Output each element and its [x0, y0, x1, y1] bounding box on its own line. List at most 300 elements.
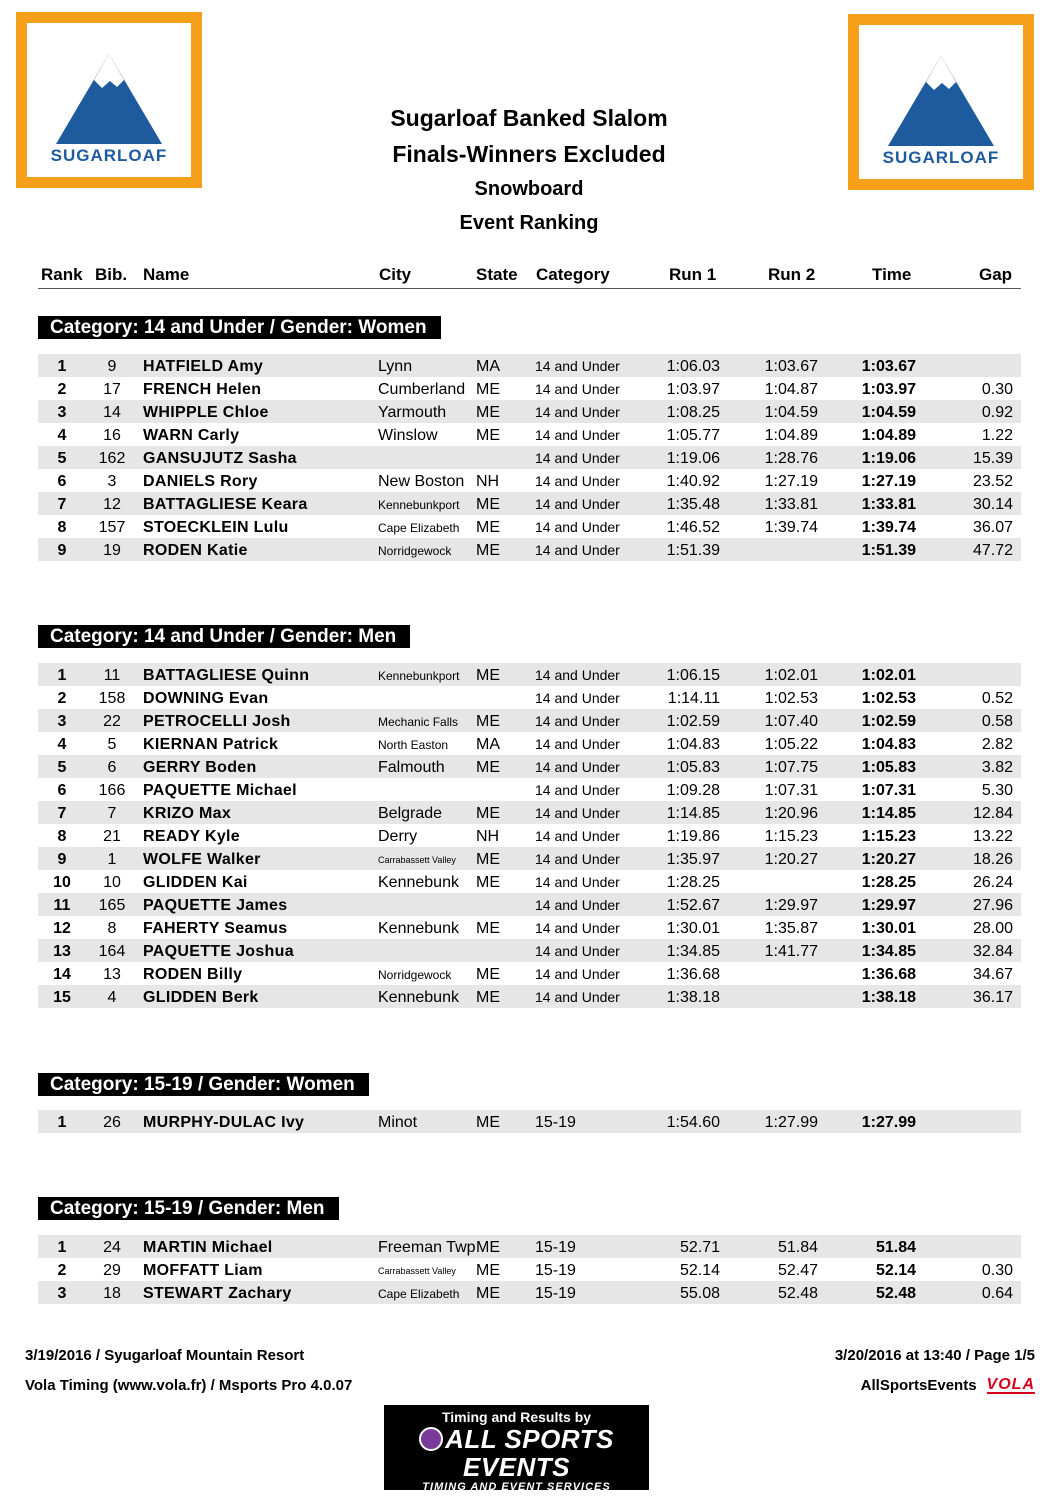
cell-category: 14 and Under: [535, 828, 620, 844]
badge-line-1: Timing and Results by: [441, 1409, 592, 1425]
cell-category: 14 and Under: [535, 736, 620, 752]
cell-time: 1:02.53: [861, 690, 916, 707]
cell-bib: 3: [107, 473, 117, 490]
cell-city: Freeman Twp: [378, 1239, 476, 1256]
cell-category: 14 and Under: [535, 542, 620, 558]
cell-gap: 0.52: [981, 690, 1013, 707]
cell-name: MOFFATT Liam: [143, 1262, 263, 1279]
cell-category: 14 and Under: [535, 358, 620, 374]
results-table: [38, 1235, 1021, 1304]
cell-city: Belgrade: [378, 805, 443, 822]
cell-time: 52.14: [875, 1262, 916, 1279]
cell-run2: 1:20.96: [764, 805, 818, 822]
cell-run2: 1:04.87: [764, 381, 818, 398]
cell-bib: 157: [98, 519, 126, 536]
cell-category: 15-19: [535, 1262, 576, 1279]
cell-time: 1:30.01: [861, 920, 916, 937]
vola-logo: VOLA: [986, 1376, 1035, 1394]
cell-city: Kennebunk: [378, 920, 459, 937]
col-city: City: [379, 265, 412, 284]
cell-rank: 8: [57, 519, 67, 536]
cell-time: 1:14.85: [861, 805, 916, 822]
cell-gap: 5.30: [981, 782, 1013, 799]
table-row: [38, 893, 1021, 916]
table-row: [38, 686, 1021, 709]
cell-state: ME: [476, 759, 500, 776]
cell-city: Norridgewock: [378, 968, 452, 982]
sugarloaf-logo-left: [16, 12, 202, 188]
cell-run2: 1:35.87: [764, 920, 818, 937]
cell-time: 1:39.74: [861, 519, 916, 536]
category-title: Category: 15-19 / Gender: Women: [38, 1073, 369, 1096]
cell-name: BATTAGLIESE Keara: [143, 496, 308, 513]
cell-state: ME: [476, 713, 500, 730]
col-state: State: [476, 265, 518, 284]
cell-category: 14 and Under: [535, 496, 620, 512]
footer-date-venue: 3/19/2016 / Syugarloaf Mountain Resort: [25, 1347, 305, 1364]
table-row: [38, 377, 1021, 400]
cell-run1: 1:35.97: [666, 851, 720, 868]
cell-bib: 19: [103, 542, 121, 559]
cell-state: MA: [476, 736, 500, 753]
cell-time: 1:27.19: [861, 473, 916, 490]
cell-gap: 18.26: [972, 851, 1013, 868]
mountain-icon: [54, 50, 164, 145]
cell-gap: 32.84: [972, 943, 1013, 960]
cell-run2: 1:27.99: [764, 1114, 818, 1131]
cell-category: 14 and Under: [535, 404, 620, 420]
cell-name: GANSUJUTZ Sasha: [143, 450, 297, 467]
cell-run2: 1:29.97: [764, 897, 818, 914]
cell-category: 14 and Under: [535, 519, 620, 535]
table-row: [38, 446, 1021, 469]
cell-city: Cumberland: [378, 381, 466, 398]
footer-software: Vola Timing (www.vola.fr) / Msports Pro 4.0.07: [25, 1377, 353, 1394]
cell-time: 1:04.59: [861, 404, 916, 421]
col-bib: Bib.: [95, 265, 128, 284]
cell-time: 1:19.06: [861, 450, 916, 467]
cell-category: 14 and Under: [535, 782, 620, 798]
cell-gap: 12.84: [972, 805, 1013, 822]
cell-time: 52.48: [875, 1285, 916, 1302]
sugarloaf-logo-right: [848, 14, 1034, 190]
cell-run1: 1:04.83: [666, 736, 720, 753]
cell-category: 15-19: [535, 1114, 576, 1131]
cell-run2: 1:02.53: [764, 690, 818, 707]
cell-rank: 5: [57, 759, 67, 776]
cell-gap: 34.67: [972, 966, 1013, 983]
cell-city: Kennebunk: [378, 874, 459, 891]
cell-bib: 29: [103, 1262, 121, 1279]
table-row: [38, 515, 1021, 538]
stopwatch-icon: [419, 1427, 443, 1451]
cell-state: ME: [476, 851, 500, 868]
col-gap: Gap: [979, 265, 1013, 284]
cell-bib: 16: [103, 427, 121, 444]
cell-name: KRIZO Max: [143, 805, 232, 822]
cell-city: Kennebunkport: [378, 669, 460, 683]
cell-bib: 10: [103, 874, 121, 891]
cell-state: ME: [476, 805, 500, 822]
cell-run2: 1:07.31: [764, 782, 818, 799]
table-row: [38, 916, 1021, 939]
cell-rank: 4: [57, 427, 67, 444]
cell-name: MARTIN Michael: [143, 1239, 273, 1256]
cell-rank: 3: [57, 404, 67, 421]
cell-name: BATTAGLIESE Quinn: [143, 667, 310, 684]
col-category: Category: [536, 265, 610, 284]
cell-time: 1:38.18: [861, 989, 916, 1006]
mountain-icon: [886, 52, 996, 147]
cell-run1: 1:46.52: [666, 519, 720, 536]
cell-run2: 52.47: [777, 1262, 818, 1279]
cell-run2: 1:20.27: [764, 851, 818, 868]
cell-city: North Easton: [378, 738, 449, 752]
table-row: [38, 778, 1021, 801]
cell-run1: 1:14.11: [667, 690, 720, 707]
cell-run1: 1:35.48: [666, 496, 720, 513]
event-subtitle: Finals-Winners Excluded: [392, 141, 666, 167]
cell-rank: 6: [57, 473, 67, 490]
cell-state: ME: [476, 496, 500, 513]
category-title: Category: 14 and Under / Gender: Women: [38, 316, 441, 339]
cell-rank: 11: [53, 897, 71, 914]
cell-category: 14 and Under: [535, 897, 620, 913]
cell-name: STEWART Zachary: [143, 1285, 292, 1302]
cell-run1: 1:03.97: [666, 381, 720, 398]
cell-category: 14 and Under: [535, 874, 620, 890]
cell-state: ME: [476, 920, 500, 937]
cell-gap: 23.52: [972, 473, 1013, 490]
cell-state: MA: [476, 358, 500, 375]
title-block: [229, 100, 829, 240]
cell-time: 1:15.23: [861, 828, 916, 845]
cell-category: 14 and Under: [535, 920, 620, 936]
cell-bib: 158: [98, 690, 126, 707]
table-row: [38, 663, 1021, 686]
cell-category: 14 and Under: [535, 450, 620, 466]
cell-bib: 4: [107, 989, 117, 1006]
cell-name: PAQUETTE Michael: [143, 782, 297, 799]
cell-city: Mechanic Falls: [378, 715, 459, 729]
table-row: [38, 709, 1021, 732]
cell-run1: 55.08: [679, 1285, 720, 1302]
cell-run1: 1:54.60: [666, 1114, 720, 1131]
table-row: [38, 538, 1021, 561]
cell-bib: 12: [103, 496, 121, 513]
cell-run1: 1:06.03: [666, 358, 720, 375]
cell-bib: 13: [103, 966, 121, 983]
cell-state: ME: [476, 667, 500, 684]
cell-time: 1:02.59: [861, 713, 916, 730]
cell-city: Winslow: [378, 427, 438, 444]
cell-run1: 1:06.15: [666, 667, 720, 684]
cell-rank: 1: [57, 667, 67, 684]
cell-bib: 14: [103, 404, 121, 421]
cell-gap: 15.39: [972, 450, 1013, 467]
badge-line-2: [384, 1425, 649, 1481]
table-row: [38, 755, 1021, 778]
logo-text: SUGARLOAF: [50, 146, 168, 165]
cell-time: 1:05.83: [861, 759, 916, 776]
cell-city: Carrabassett Valley: [378, 1266, 456, 1276]
cell-run2: 1:41.77: [764, 943, 818, 960]
table-row: [38, 400, 1021, 423]
cell-run1: 1:02.59: [666, 713, 720, 730]
table-row: [38, 847, 1021, 870]
table-row: [38, 354, 1021, 377]
footer-print-page: 3/20/2016 at 13:40 / Page 1/5: [834, 1347, 1035, 1364]
cell-run2: 1:27.19: [764, 473, 818, 490]
cell-run2: 51.84: [777, 1239, 818, 1256]
cell-city: Minot: [378, 1114, 418, 1131]
cell-name: HATFIELD Amy: [143, 358, 264, 375]
cell-rank: 5: [57, 450, 67, 467]
cell-time: 1:29.97: [861, 897, 916, 914]
cell-run2: 1:05.22: [764, 736, 818, 753]
logo-text: SUGARLOAF: [882, 148, 1000, 167]
cell-gap: 36.17: [972, 989, 1013, 1006]
col-time: Time: [872, 265, 912, 284]
cell-gap: 2.82: [981, 736, 1013, 753]
cell-city: Cape Elizabeth: [378, 1287, 460, 1301]
cell-time: 1:02.01: [861, 667, 916, 684]
cell-time: 1:03.97: [861, 381, 916, 398]
col-name: Name: [143, 265, 190, 284]
column-header: [38, 262, 1021, 289]
cell-run1: 52.14: [679, 1262, 720, 1279]
table-row: [38, 824, 1021, 847]
results-table: [38, 663, 1021, 1008]
cell-rank: 6: [57, 782, 67, 799]
cell-run1: 1:34.85: [666, 943, 720, 960]
all-sports-events-badge: [384, 1405, 649, 1505]
results-table: [38, 354, 1021, 561]
cell-name: PETROCELLI Josh: [143, 713, 291, 730]
cell-run1: 1:09.28: [666, 782, 720, 799]
cell-gap: 13.22: [972, 828, 1013, 845]
cell-name: WOLFE Walker: [143, 851, 261, 868]
cell-rank: 14: [53, 966, 71, 983]
cell-run1: 1:19.06: [666, 450, 720, 467]
cell-rank: 7: [57, 805, 67, 822]
category-title: Category: 15-19 / Gender: Men: [38, 1197, 339, 1220]
cell-name: FAHERTY Seamus: [143, 920, 288, 937]
cell-gap: 0.30: [981, 381, 1013, 398]
cell-time: 1:04.83: [861, 736, 916, 753]
cell-bib: 8: [107, 920, 117, 937]
cell-gap: 0.92: [981, 404, 1013, 421]
cell-category: 14 and Under: [535, 851, 620, 867]
col-run1: Run 1: [669, 265, 717, 284]
cell-rank: 12: [53, 920, 71, 937]
cell-bib: 5: [107, 736, 117, 753]
cell-name: RODEN Katie: [143, 542, 248, 559]
cell-bib: 18: [103, 1285, 121, 1302]
cell-rank: 10: [53, 874, 71, 891]
cell-category: 14 and Under: [535, 427, 620, 443]
table-row: [38, 423, 1021, 446]
cell-run2: 1:04.89: [764, 427, 818, 444]
cell-run1: 1:08.25: [666, 404, 720, 421]
cell-city: Lynn: [378, 358, 413, 375]
cell-name: KIERNAN Patrick: [143, 736, 279, 753]
cell-run2: 1:28.76: [764, 450, 818, 467]
cell-rank: 3: [57, 1285, 67, 1302]
cell-rank: 7: [57, 496, 67, 513]
cell-city: Falmouth: [378, 759, 445, 776]
cell-bib: 6: [107, 759, 117, 776]
table-row: [38, 469, 1021, 492]
table-row: [38, 962, 1021, 985]
results-table: [38, 1110, 1021, 1133]
cell-run1: 1:05.83: [666, 759, 720, 776]
cell-time: 1:36.68: [861, 966, 916, 983]
cell-run1: 52.71: [679, 1239, 720, 1256]
cell-time: 1:51.39: [861, 542, 916, 559]
col-rank: Rank: [41, 265, 83, 284]
cell-state: ME: [476, 381, 500, 398]
cell-run1: 1:40.92: [666, 473, 720, 490]
cell-name: DANIELS Rory: [143, 473, 258, 490]
cell-state: ME: [476, 874, 500, 891]
cell-category: 14 and Under: [535, 966, 620, 982]
cell-city: Cape Elizabeth: [378, 521, 460, 535]
cell-name: DOWNING Evan: [143, 690, 269, 707]
cell-rank: 8: [57, 828, 67, 845]
cell-category: 14 and Under: [535, 943, 620, 959]
badge-line-3: TIMING AND EVENT SERVICES: [422, 1481, 611, 1493]
cell-run2: 1:02.01: [764, 667, 818, 684]
cell-rank: 2: [57, 1262, 67, 1279]
cell-run1: 1:14.85: [666, 805, 720, 822]
table-row: [38, 985, 1021, 1008]
cell-city: Kennebunk: [378, 989, 459, 1006]
table-row: [38, 939, 1021, 962]
cell-gap: 0.58: [981, 713, 1013, 730]
cell-bib: 162: [98, 450, 126, 467]
cell-category: 14 and Under: [535, 690, 620, 706]
cell-gap: 36.07: [972, 519, 1013, 536]
cell-run1: 1:38.18: [666, 989, 720, 1006]
cell-gap: 47.72: [972, 542, 1013, 559]
cell-rank: 9: [57, 542, 67, 559]
cell-category: 14 and Under: [535, 473, 620, 489]
cell-state: ME: [476, 542, 500, 559]
table-row: [38, 492, 1021, 515]
cell-gap: 28.00: [972, 920, 1013, 937]
cell-run2: 1:33.81: [764, 496, 818, 513]
cell-gap: 30.14: [972, 496, 1013, 513]
cell-category: 14 and Under: [535, 759, 620, 775]
cell-city: Norridgewock: [378, 544, 452, 558]
cell-name: GLIDDEN Berk: [143, 989, 259, 1006]
cell-category: 14 and Under: [535, 667, 620, 683]
cell-state: ME: [476, 1239, 500, 1256]
category-title: Category: 14 and Under / Gender: Men: [38, 625, 410, 648]
table-row: [38, 1110, 1021, 1133]
cell-bib: 164: [98, 943, 126, 960]
cell-name: FRENCH Helen: [143, 381, 262, 398]
cell-gap: 27.96: [972, 897, 1013, 914]
company-name: AllSportsEvents: [860, 1377, 977, 1394]
cell-city: Kennebunkport: [378, 498, 460, 512]
badge-line-4: www.allsportsevents.com: [449, 1493, 584, 1505]
cell-bib: 24: [103, 1239, 121, 1256]
cell-name: WHIPPLE Chloe: [143, 404, 269, 421]
cell-state: ME: [476, 1114, 500, 1131]
table-row: [38, 732, 1021, 755]
cell-rank: 1: [57, 1114, 67, 1131]
cell-rank: 1: [57, 1239, 67, 1256]
cell-rank: 9: [57, 851, 67, 868]
cell-run1: 1:30.01: [666, 920, 720, 937]
cell-bib: 165: [98, 897, 126, 914]
cell-category: 15-19: [535, 1285, 576, 1302]
cell-bib: 7: [107, 805, 117, 822]
cell-rank: 2: [57, 381, 67, 398]
cell-state: NH: [476, 828, 500, 845]
cell-name: WARN Carly: [143, 427, 240, 444]
cell-gap: 26.24: [972, 874, 1013, 891]
cell-time: 1:27.99: [861, 1114, 916, 1131]
col-run2: Run 2: [768, 265, 816, 284]
cell-gap: 0.64: [981, 1285, 1013, 1302]
cell-gap: 0.30: [981, 1262, 1013, 1279]
cell-bib: 22: [103, 713, 121, 730]
cell-name: GLIDDEN Kai: [143, 874, 248, 891]
cell-city: Carrabassett Valley: [378, 855, 456, 865]
cell-state: ME: [476, 1262, 500, 1279]
cell-name: PAQUETTE James: [143, 897, 288, 914]
table-row: [38, 801, 1021, 824]
cell-name: STOECKLEIN Lulu: [143, 519, 289, 536]
table-row: [38, 1258, 1021, 1281]
cell-rank: 1: [57, 358, 67, 375]
cell-run2: 52.48: [777, 1285, 818, 1302]
cell-name: RODEN Billy: [143, 966, 243, 983]
cell-category: 14 and Under: [535, 989, 620, 1005]
cell-gap: 1.22: [981, 427, 1013, 444]
cell-run2: 1:03.67: [764, 358, 818, 375]
cell-name: READY Kyle: [143, 828, 240, 845]
report-name: Event Ranking: [459, 212, 599, 234]
cell-time: 1:04.89: [861, 427, 916, 444]
cell-rank: 15: [53, 989, 71, 1006]
footer-company: [861, 1377, 1035, 1394]
cell-city: New Boston: [378, 473, 465, 490]
cell-time: 1:33.81: [861, 496, 916, 513]
cell-time: 1:34.85: [861, 943, 916, 960]
cell-bib: 21: [103, 828, 121, 845]
cell-state: ME: [476, 519, 500, 536]
cell-category: 14 and Under: [535, 713, 620, 729]
cell-category: 14 and Under: [535, 381, 620, 397]
cell-name: GERRY Boden: [143, 759, 257, 776]
cell-bib: 26: [103, 1114, 121, 1131]
cell-rank: 13: [53, 943, 71, 960]
cell-category: 15-19: [535, 1239, 576, 1256]
table-row: [38, 870, 1021, 893]
cell-state: ME: [476, 989, 500, 1006]
cell-run1: 1:36.68: [666, 966, 720, 983]
cell-time: 1:20.27: [861, 851, 916, 868]
cell-rank: 2: [57, 690, 67, 707]
cell-time: 51.84: [875, 1239, 916, 1256]
cell-bib: 166: [98, 782, 126, 799]
cell-rank: 3: [57, 713, 67, 730]
cell-run2: 1:07.40: [764, 713, 818, 730]
